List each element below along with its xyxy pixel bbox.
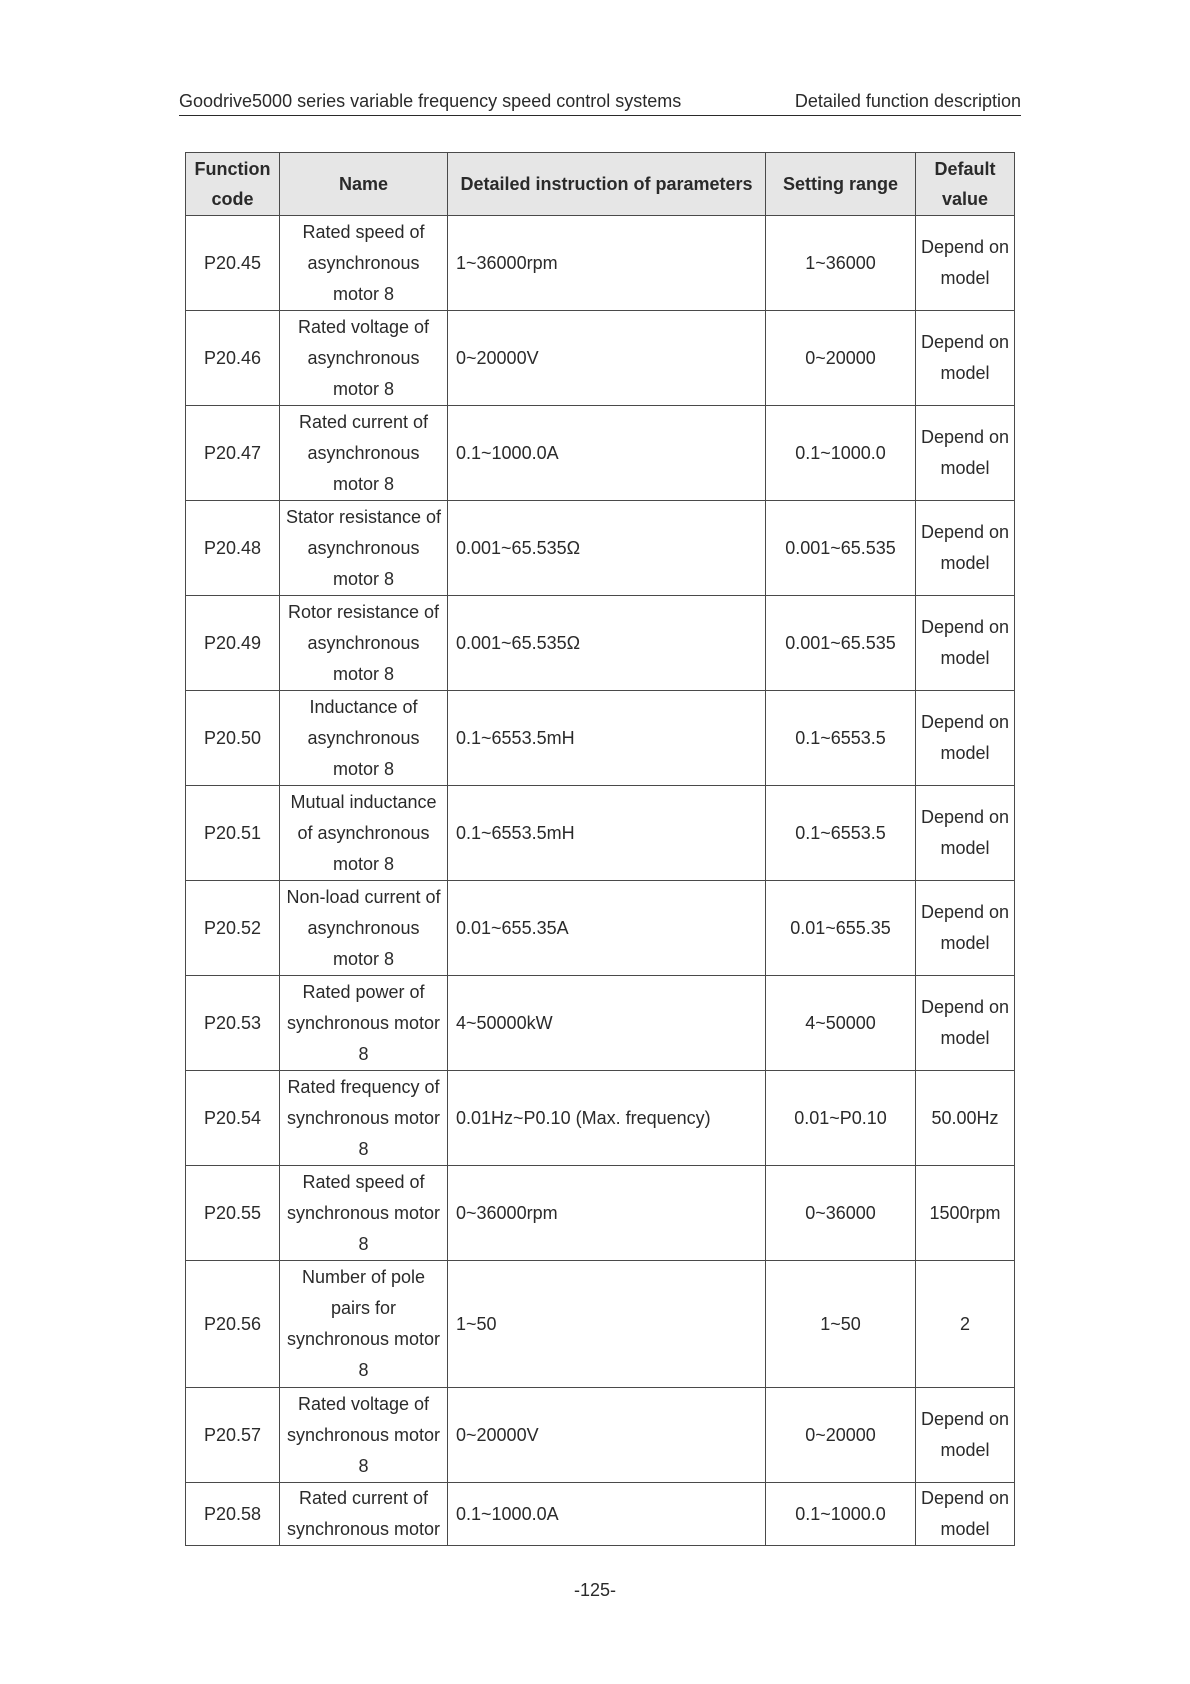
table-row	[186, 691, 1015, 786]
parameter-name: Rated speed of synchronous motor 8	[280, 1166, 448, 1261]
parameter-name: Rotor resistance of asynchronous motor 8	[280, 596, 448, 691]
table-row	[186, 311, 1015, 406]
setting-range: 0~20000	[766, 1388, 916, 1483]
function-code: P20.48	[186, 501, 280, 596]
column-header: Default value	[916, 153, 1015, 216]
parameter-name: Inductance of asynchronous motor 8	[280, 691, 448, 786]
column-header: Function code	[186, 153, 280, 216]
parameter-name: Rated current of synchronous motor	[280, 1483, 448, 1546]
setting-range: 0.01~P0.10	[766, 1071, 916, 1166]
default-value: Depend on model	[916, 1483, 1015, 1546]
setting-range: 1~36000	[766, 216, 916, 311]
parameter-detail: 0~36000rpm	[448, 1166, 766, 1261]
parameter-detail: 4~50000kW	[448, 976, 766, 1071]
table-row	[186, 976, 1015, 1071]
function-code: P20.57	[186, 1388, 280, 1483]
table-row	[186, 596, 1015, 691]
table-row	[186, 1388, 1015, 1483]
parameter-detail: 0~20000V	[448, 311, 766, 406]
parameter-name: Rated current of asynchronous motor 8	[280, 406, 448, 501]
default-value: 1500rpm	[916, 1166, 1015, 1261]
function-code: P20.45	[186, 216, 280, 311]
setting-range: 0.001~65.535	[766, 596, 916, 691]
setting-range: 0.1~1000.0	[766, 1483, 916, 1546]
function-code: P20.52	[186, 881, 280, 976]
column-header: Setting range	[766, 153, 916, 216]
table-row	[186, 501, 1015, 596]
default-value: Depend on model	[916, 501, 1015, 596]
parameter-name: Non-load current of asynchronous motor 8	[280, 881, 448, 976]
default-value: Depend on model	[916, 691, 1015, 786]
parameter-detail: 1~36000rpm	[448, 216, 766, 311]
column-header: Detailed instruction of parameters	[448, 153, 766, 216]
parameter-detail: 0~20000V	[448, 1388, 766, 1483]
parameter-detail: 0.001~65.535Ω	[448, 501, 766, 596]
parameter-name: Rated power of synchronous motor 8	[280, 976, 448, 1071]
parameter-detail: 0.1~1000.0A	[448, 1483, 766, 1546]
parameter-name: Mutual inductance of asynchronous motor 8	[280, 786, 448, 881]
default-value: 50.00Hz	[916, 1071, 1015, 1166]
setting-range: 1~50	[766, 1261, 916, 1388]
function-code: P20.49	[186, 596, 280, 691]
parameter-detail: 0.1~6553.5mH	[448, 691, 766, 786]
table-row	[186, 1071, 1015, 1166]
table-row	[186, 406, 1015, 501]
setting-range: 0.001~65.535	[766, 501, 916, 596]
parameter-name: Rated voltage of asynchronous motor 8	[280, 311, 448, 406]
parameter-detail: 0.01~655.35A	[448, 881, 766, 976]
function-code: P20.56	[186, 1261, 280, 1388]
parameter-name: Rated voltage of synchronous motor 8	[280, 1388, 448, 1483]
function-code: P20.46	[186, 311, 280, 406]
default-value: Depend on model	[916, 881, 1015, 976]
setting-range: 4~50000	[766, 976, 916, 1071]
table-row	[186, 216, 1015, 311]
setting-range: 0~36000	[766, 1166, 916, 1261]
function-code: P20.58	[186, 1483, 280, 1546]
column-header: Name	[280, 153, 448, 216]
default-value: Depend on model	[916, 216, 1015, 311]
default-value: Depend on model	[916, 311, 1015, 406]
setting-range: 0~20000	[766, 311, 916, 406]
table-row	[186, 881, 1015, 976]
default-value: Depend on model	[916, 786, 1015, 881]
setting-range: 0.1~6553.5	[766, 786, 916, 881]
page-number: -125-	[573, 1580, 617, 1600]
default-value: 2	[916, 1261, 1015, 1388]
parameter-detail: 0.001~65.535Ω	[448, 596, 766, 691]
function-code: P20.55	[186, 1166, 280, 1261]
setting-range: 0.1~1000.0	[766, 406, 916, 501]
default-value: Depend on model	[916, 406, 1015, 501]
table-row	[186, 1483, 1015, 1546]
parameter-name: Rated speed of asynchronous motor 8	[280, 216, 448, 311]
function-code: P20.47	[186, 406, 280, 501]
header-right: Detailed function description	[794, 91, 1021, 111]
function-code: P20.54	[186, 1071, 280, 1166]
parameter-name: Number of pole pairs for synchronous motor 8	[280, 1261, 448, 1388]
default-value: Depend on model	[916, 596, 1015, 691]
parameter-detail: 0.1~1000.0A	[448, 406, 766, 501]
page-header	[179, 92, 1021, 116]
setting-range: 0.1~6553.5	[766, 691, 916, 786]
table-header-row	[186, 153, 1015, 216]
header-left: Goodrive5000 series variable frequency speed control systems	[179, 91, 682, 111]
parameter-detail: 1~50	[448, 1261, 766, 1388]
parameter-name: Stator resistance of asynchronous motor 8	[280, 501, 448, 596]
function-code: P20.50	[186, 691, 280, 786]
parameter-table	[185, 152, 1015, 1546]
parameter-detail: 0.1~6553.5mH	[448, 786, 766, 881]
table-row	[186, 1166, 1015, 1261]
table-row	[186, 1261, 1015, 1388]
default-value: Depend on model	[916, 976, 1015, 1071]
default-value: Depend on model	[916, 1388, 1015, 1483]
function-code: P20.53	[186, 976, 280, 1071]
function-code: P20.51	[186, 786, 280, 881]
table-row	[186, 786, 1015, 881]
parameter-name: Rated frequency of synchronous motor 8	[280, 1071, 448, 1166]
setting-range: 0.01~655.35	[766, 881, 916, 976]
parameter-detail: 0.01Hz~P0.10 (Max. frequency)	[448, 1071, 766, 1166]
